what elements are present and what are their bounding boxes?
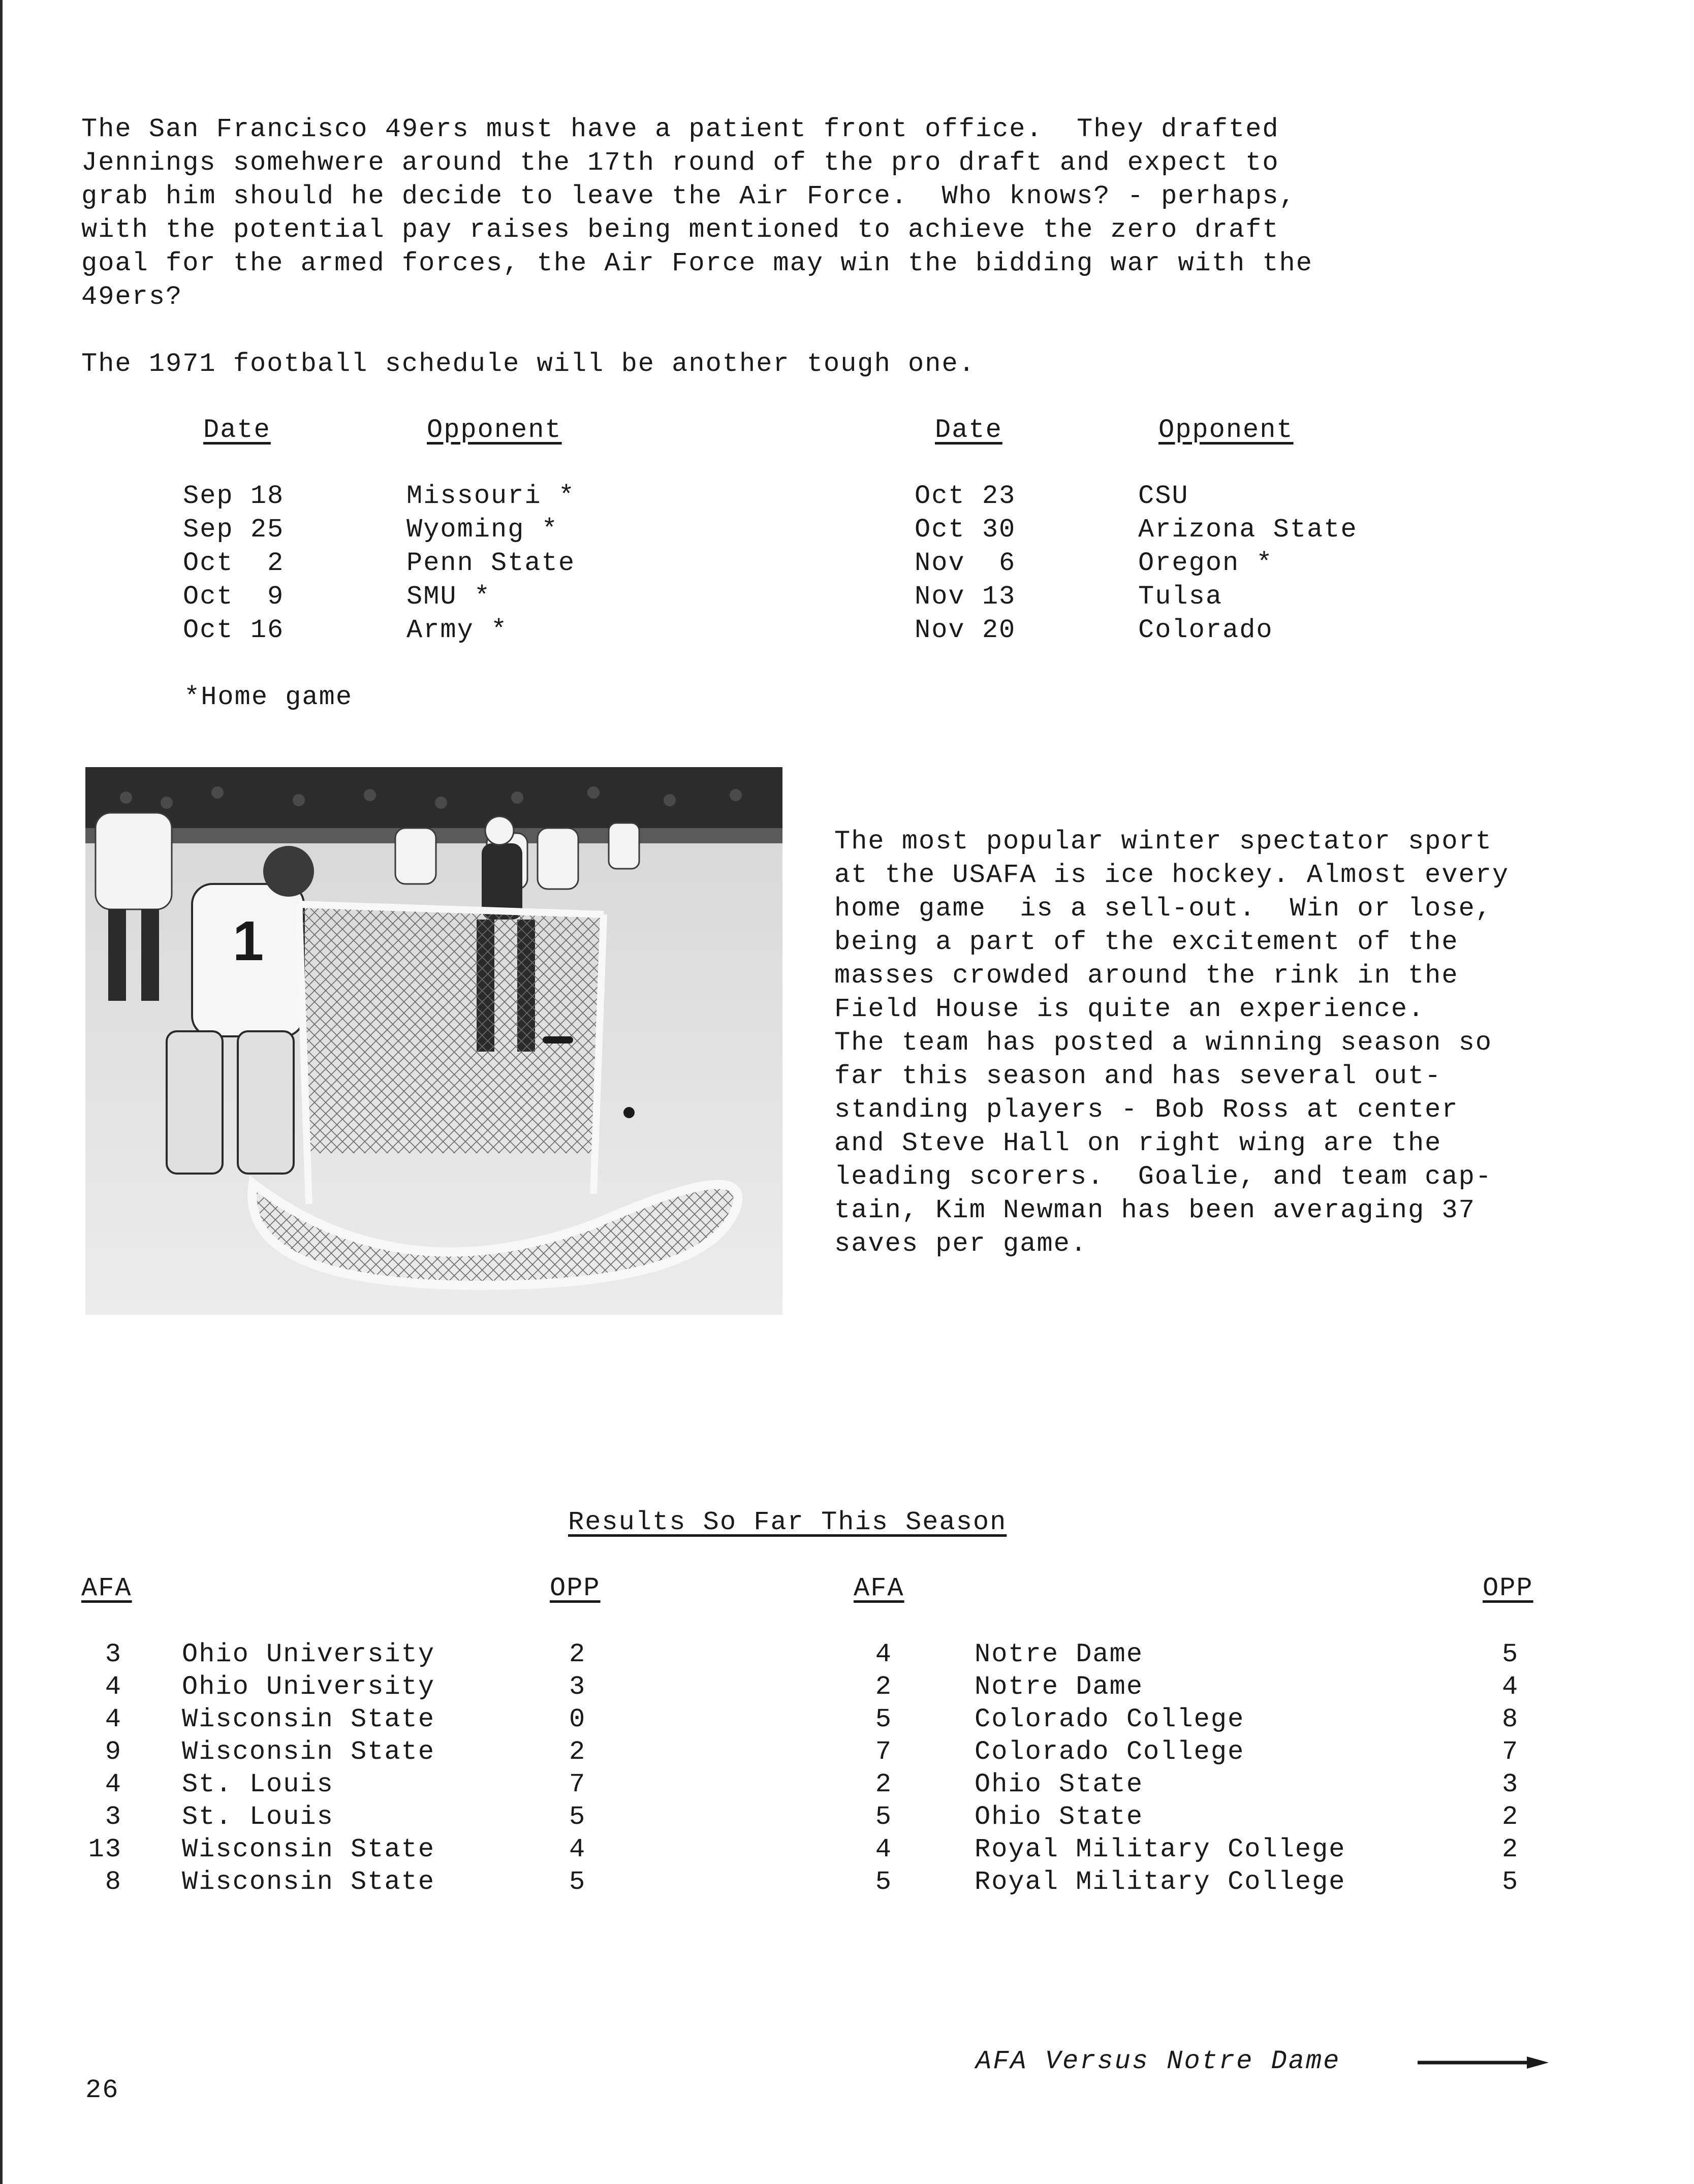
hockey-photo	[85, 767, 782, 1315]
opp-score: 4	[569, 1834, 586, 1864]
opp-score: 3	[569, 1672, 586, 1702]
afa-score: 5	[875, 1802, 892, 1832]
hockey-line: home game is a sell-out. Win or lose,	[834, 894, 1492, 924]
afa-score: 3	[105, 1639, 122, 1669]
next-page-caption: AFA Versus Notre Dame	[976, 2046, 1341, 2076]
schedule-date: Nov 6	[915, 548, 1016, 578]
afa-score: 4	[105, 1704, 122, 1734]
schedule-intro: The 1971 football schedule will be another tough one.	[81, 349, 976, 379]
opp-score: 5	[1502, 1639, 1519, 1669]
opponent-team: Royal Military College	[975, 1867, 1346, 1897]
opponent-team: Ohio University	[182, 1672, 435, 1702]
opponent-team: Wisconsin State	[182, 1704, 435, 1734]
hockey-line: far this season and has several out-	[834, 1061, 1442, 1091]
schedule-opponent: SMU *	[406, 582, 491, 612]
intro-line: goal for the armed forces, the Air Force may win the bidding war with the	[81, 248, 1313, 278]
opponent-team: St. Louis	[182, 1769, 334, 1799]
date-header-right: Date	[935, 415, 1002, 445]
hockey-line: leading scorers. Goalie, and team cap-	[834, 1162, 1492, 1192]
opp-score: 7	[569, 1769, 586, 1799]
opp-score: 8	[1502, 1704, 1519, 1734]
intro-line: with the potential pay raises being mentioned to achieve the zero draft	[81, 215, 1279, 245]
schedule-date: Oct 16	[183, 615, 285, 645]
schedule-date: Oct 9	[183, 582, 285, 612]
afa-score: 2	[875, 1769, 892, 1799]
schedule-date: Oct 2	[183, 548, 285, 578]
opp-score: 2	[1502, 1802, 1519, 1832]
schedule-date: Sep 25	[183, 515, 285, 545]
afa-score: 2	[875, 1672, 892, 1702]
hockey-line: Field House is quite an experience.	[834, 994, 1425, 1024]
hockey-line: being a part of the excitement of the	[834, 927, 1459, 957]
schedule-opponent: Oregon *	[1138, 548, 1273, 578]
intro-line: grab him should he decide to leave the Air Force. Who knows? - perhaps,	[81, 181, 1296, 211]
hockey-line: at the USAFA is ice hockey. Almost every	[834, 860, 1510, 890]
schedule-opponent: Colorado	[1138, 615, 1273, 645]
results-title: Results So Far This Season	[568, 1507, 1007, 1537]
goalie-jersey-number: 1	[233, 910, 264, 972]
opp-score: 5	[569, 1802, 586, 1832]
afa-score: 4	[105, 1769, 122, 1799]
intro-line: Jennings somehwere around the 17th round of the pro draft and expect to	[81, 148, 1279, 178]
opp-header-right: OPP	[1483, 1573, 1533, 1603]
schedule-date: Nov 20	[915, 615, 1016, 645]
arrow-right-icon	[1418, 2055, 1550, 2070]
hockey-line: The most popular winter spectator sport	[834, 827, 1492, 857]
home-game-footnote: *Home game	[184, 682, 353, 712]
page-number: 26	[85, 2075, 119, 2105]
hockey-line: saves per game.	[834, 1229, 1088, 1259]
opp-score: 3	[1502, 1769, 1519, 1799]
schedule-date: Sep 18	[183, 481, 285, 511]
afa-score: 4	[875, 1834, 892, 1864]
afa-score: 13	[88, 1834, 122, 1864]
opponent-team: Wisconsin State	[182, 1834, 435, 1864]
intro-line: 49ers?	[81, 282, 183, 312]
schedule-opponent: CSU	[1138, 481, 1189, 511]
afa-score: 8	[105, 1867, 122, 1897]
afa-score: 5	[875, 1704, 892, 1734]
opp-header-left: OPP	[550, 1573, 601, 1603]
opponent-team: Ohio University	[182, 1639, 435, 1669]
schedule-date: Oct 23	[915, 481, 1016, 511]
hockey-line: The team has posted a winning season so	[834, 1028, 1492, 1058]
hockey-line: and Steve Hall on right wing are the	[834, 1128, 1442, 1158]
schedule-opponent: Wyoming *	[406, 515, 558, 545]
opponent-team: Royal Military College	[975, 1834, 1346, 1864]
date-header-left: Date	[203, 415, 271, 445]
opponent-team: Ohio State	[975, 1769, 1144, 1799]
opponent-header-left: Opponent	[427, 415, 562, 445]
page-left-edge	[0, 0, 3, 2184]
hockey-line: masses crowded around the rink in the	[834, 961, 1459, 991]
opp-score: 0	[569, 1704, 586, 1734]
opponent-team: St. Louis	[182, 1802, 334, 1832]
afa-score: 3	[105, 1802, 122, 1832]
hockey-line: tain, Kim Newman has been averaging 37	[834, 1195, 1476, 1225]
opp-score: 2	[569, 1737, 586, 1767]
schedule-date: Nov 13	[915, 582, 1016, 612]
opponent-team: Ohio State	[975, 1802, 1144, 1832]
schedule-opponent: Tulsa	[1138, 582, 1223, 612]
schedule-opponent: Penn State	[406, 548, 576, 578]
opponent-team: Wisconsin State	[182, 1737, 435, 1767]
opponent-team: Wisconsin State	[182, 1867, 435, 1897]
afa-score: 4	[105, 1672, 122, 1702]
opp-score: 4	[1502, 1672, 1519, 1702]
opp-score: 5	[569, 1867, 586, 1897]
opp-score: 2	[569, 1639, 586, 1669]
intro-line: The San Francisco 49ers must have a patient front office. They drafted	[81, 114, 1279, 144]
afa-score: 7	[875, 1737, 892, 1767]
afa-header-left: AFA	[81, 1573, 132, 1603]
afa-score: 5	[875, 1867, 892, 1897]
opp-score: 2	[1502, 1834, 1519, 1864]
schedule-opponent: Arizona State	[1138, 515, 1358, 545]
opp-score: 5	[1502, 1867, 1519, 1897]
opponent-team: Colorado College	[975, 1704, 1245, 1734]
afa-score: 4	[875, 1639, 892, 1669]
schedule-opponent: Army *	[406, 615, 508, 645]
schedule-opponent: Missouri *	[406, 481, 576, 511]
hockey-line: standing players - Bob Ross at center	[834, 1095, 1459, 1125]
schedule-date: Oct 30	[915, 515, 1016, 545]
opponent-header-right: Opponent	[1158, 415, 1294, 445]
opponent-team: Colorado College	[975, 1737, 1245, 1767]
afa-score: 9	[105, 1737, 122, 1767]
afa-header-right: AFA	[854, 1573, 904, 1603]
opponent-team: Notre Dame	[975, 1672, 1144, 1702]
opp-score: 7	[1502, 1737, 1519, 1767]
opponent-team: Notre Dame	[975, 1639, 1144, 1669]
